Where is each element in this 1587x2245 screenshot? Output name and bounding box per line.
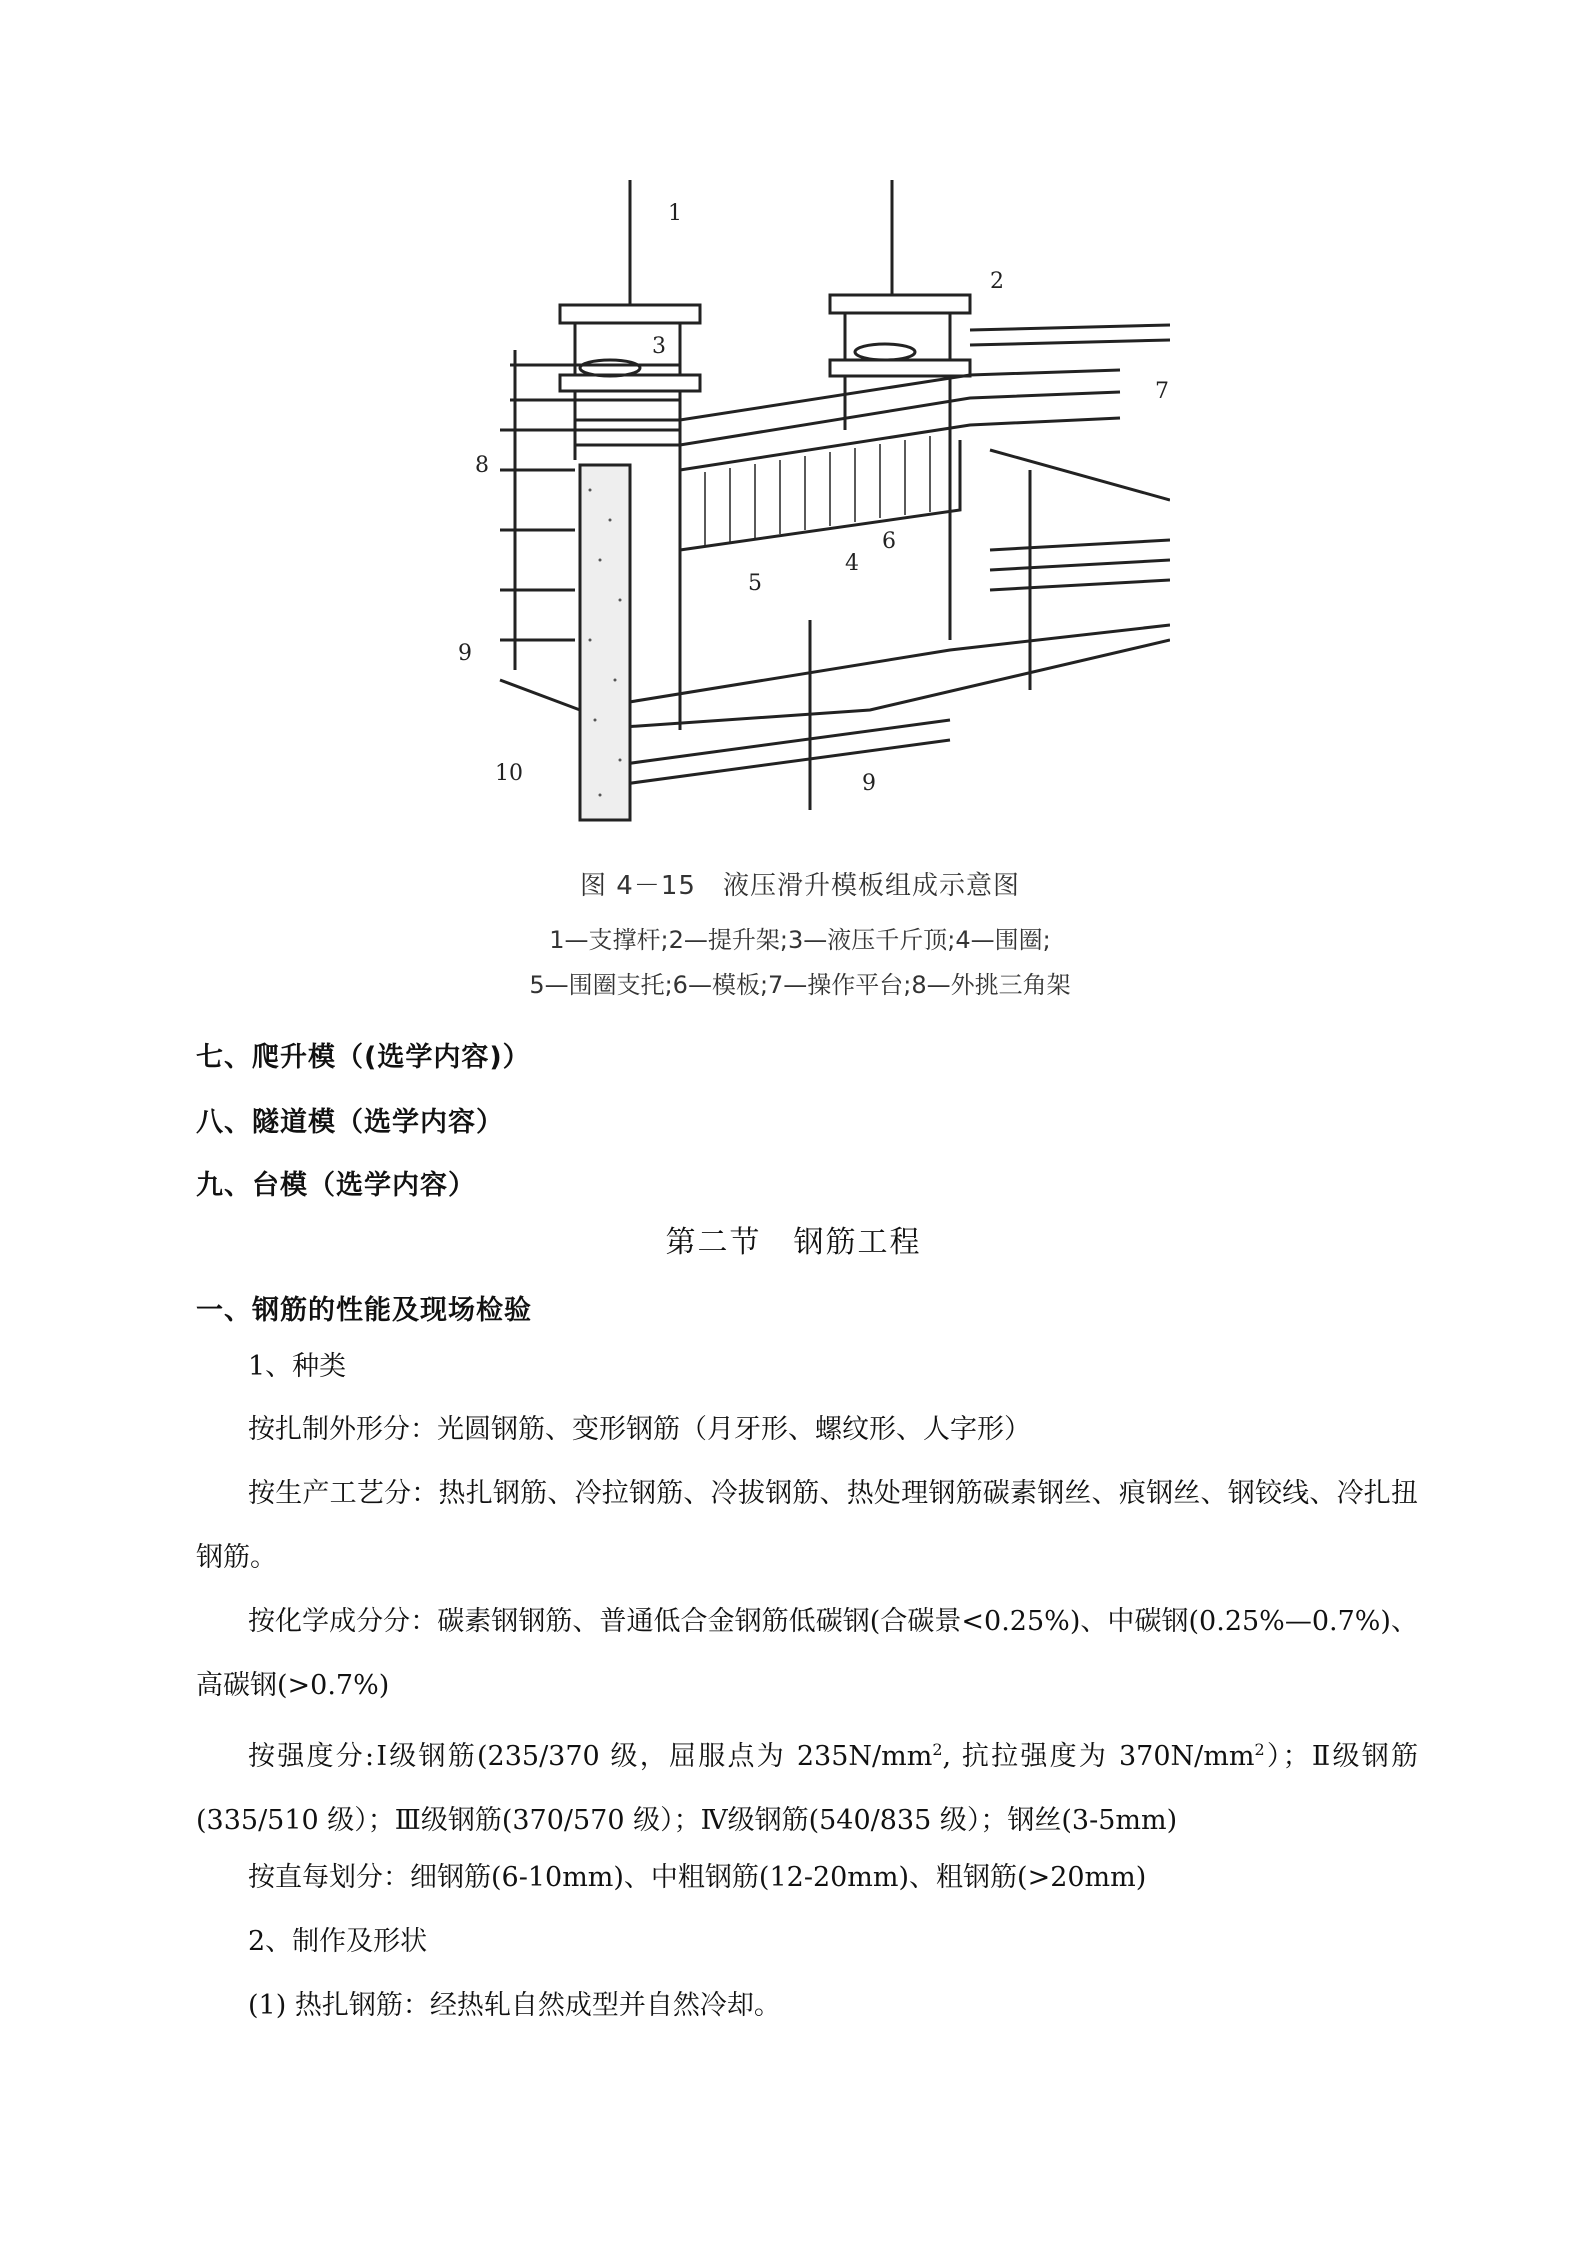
item-by-diameter: 按直每划分：细钢筋(6-10mm)、中粗钢筋(12-20mm)、粗钢筋(>20mm) [248,1862,1147,1893]
item-make-title: 2、制作及形状 [248,1926,428,1957]
label-1: 1 [668,201,682,226]
strength-text-b: , 抗拉强度为 370N/mm [942,1741,1255,1772]
label-5: 5 [748,571,762,596]
figure-caption-legend-1: 1—支撑杆;2—提升架;3—液压千斤顶;4—围圈; [549,926,1051,954]
slipform-figure [430,170,1170,830]
label-4: 4 [845,551,859,576]
strength-text-c: ）；Ⅱ级钢筋(335/510 级）；Ⅲ级钢筋(370/570 级）；Ⅳ级钢筋(540/835 级）；钢丝(3-5mm) [196,1741,1418,1836]
label-3: 3 [652,334,666,359]
item-by-strength [196,1718,1418,1853]
figure-caption-title: 图 4－15 液压滑升模板组成示意图 [580,871,1020,901]
section-title: 第二节 钢筋工程 [665,1225,922,1260]
item-by-chem: 按化学成分分：碳素钢钢筋、普通低合金钢筋低碳钢(合碳景<0.25%)、中碳钢(0.25%—0.7%)、高碳钢(>0.7%) [196,1606,1418,1701]
strength-text-a: 按强度分:Ⅰ级钢筋(235/370 级，屈服点为 235N/mm [248,1741,933,1772]
label-8: 8 [475,453,489,478]
label-7: 7 [1155,379,1169,404]
figure-caption-legend-2: 5—围圈支托;6—模板;7—操作平台;8—外挑三角架 [529,971,1071,999]
item-hot-rolled: (1) 热扎钢筋：经热轧自然成型并自然冷却。 [248,1990,781,2021]
sup-2a: 2 [932,1740,943,1759]
item-kind-title: 1、种类 [248,1351,347,1382]
item-by-process: 按生产工艺分：热扎钢筋、冷拉钢筋、冷拔钢筋、热处理钢筋碳素钢丝、痕钢丝、钢铰线、冷扎扭钢筋。 [196,1478,1418,1573]
sup-2b: 2 [1254,1740,1265,1759]
label-6: 6 [882,529,896,554]
subsection-heading: 一、钢筋的性能及现场检验 [196,1295,532,1326]
heading-table-form: 九、台模（选学内容） [196,1170,476,1201]
heading-tunnel-form: 八、隧道模（选学内容） [196,1107,504,1138]
heading-climbing-form: 七、爬升模（(选学内容)） [196,1042,531,1073]
label-2: 2 [990,269,1004,294]
label-9a: 9 [458,641,472,666]
item-by-shape: 按扎制外形分：光圆钢筋、变形钢筋（月牙形、螺纹形、人字形） [248,1414,1031,1445]
label-10: 10 [495,761,523,786]
label-9b: 9 [862,771,876,796]
